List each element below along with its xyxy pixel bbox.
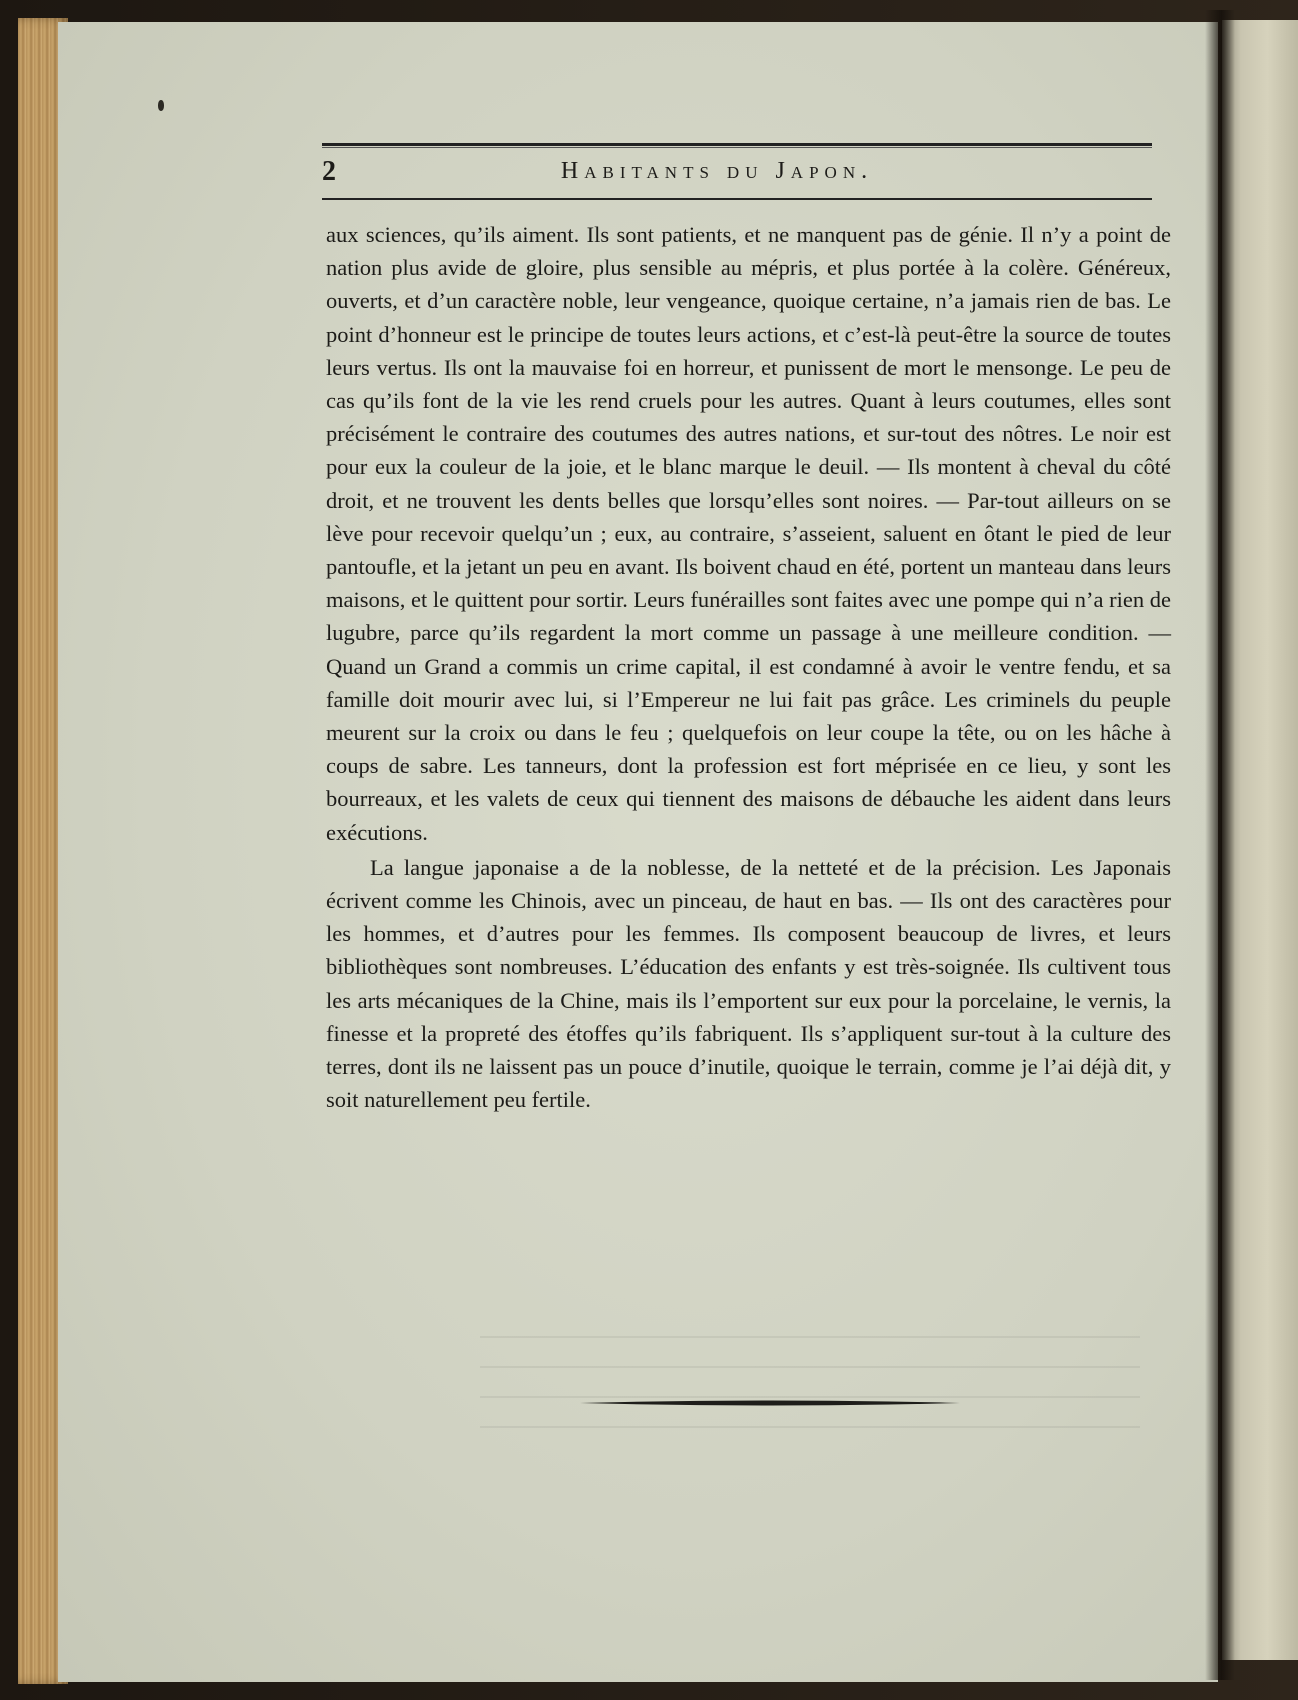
header-rule-top — [322, 143, 1152, 146]
paragraph: aux sciences, qu’ils aiment. Ils sont patients, et ne manquent pas de génie. Il n’y a point de nation plus avide de gloire, plus sensible au mépris, et plus portée à la colère. Généreux, ouverts, et d’un caractère noble, leur vengeance, quoique certaine, n’a jamais rien de bas. Le point d’honneur est le principe de toutes leurs actions, et c’est-là peut-être la source de toutes leurs vertus. Ils ont la mauvaise foi en horreur, et punissent de mort le mensonge. Le peu de cas qu’ils font de la vie les rend cruels pour les autres. Quant à leurs coutumes, elles sont précisément le contraire des coutumes des autres nations, et sur-tout des nôtres. Le noir est pour eux la couleur de la joie, et le blanc marque le deuil. — Ils montent à cheval du côté droit, et ne trouvent les dents belles que lorsqu’elles sont noires. — Par-tout ailleurs on se lève pour recevoir quelqu’un ; eux, au contraire, s’asseient, saluent en ôtant le pied de leur pantoufle, et la jetant un peu en avant. Ils boivent chaud en été, portent un manteau dans leurs maisons, et le quittent pour sortir. Leurs funérailles sont faites avec une pompe qui n’a rien de lugubre, parce qu’ils regardent la mort comme un passage à une meilleure condition. — Quand un Grand a commis un crime capital, il est condamné à avoir le ventre fendu, et sa famille doit mourir avec lui, si l’Empereur ne lui fait pas grâce. Les criminels du peuple meurent sur la croix ou dans le feu ; quelquefois on leur coupe la tête, ou on les hâche à coups de sabre. Les tanneurs, dont la profession est fort méprisée en ce lieu, y sont les bourreaux, et les valets de ceux qui tiennent des maisons de débauche les aident dans leurs exécutions. — [326, 222, 1171, 845]
gutter-shadow — [1205, 10, 1235, 1680]
page-header — [322, 156, 1152, 192]
tail-ornament-rule — [580, 1398, 960, 1408]
page-number: 2 — [322, 156, 336, 187]
header-rule-bottom — [322, 198, 1152, 200]
body-text — [326, 218, 1171, 1118]
paragraph: La langue japonaise a de la noblesse, de la netteté et de la précision. Les Japonais écrivent comme les Chinois, avec un pinceau, de haut en bas. — Ils ont des caractères pour les hommes, et d’autres pour les femmes. Ils composent beaucoup de livres, et leurs bibliothèques sont nombreuses. L’éducation des enfants y est très-soignée. Ils cultivent tous les arts mécaniques de la Chine, mais ils l’emportent sur eux pour la porcelaine, le vernis, la finesse et la propreté des étoffes qu’ils fabriquent. Ils s’appliquent sur-tout à la culture des terres, dont ils ne laissent pas un pouce d’inutile, quoique le terrain, comme je l’ai déjà dit, y soit naturellement peu fertile. — [326, 854, 1171, 1113]
show-through-text — [480, 1336, 1140, 1456]
header-rule-top-thin — [322, 147, 1152, 148]
running-head: Habitants du Japon. — [560, 158, 874, 184]
ink-spot — [158, 100, 164, 111]
